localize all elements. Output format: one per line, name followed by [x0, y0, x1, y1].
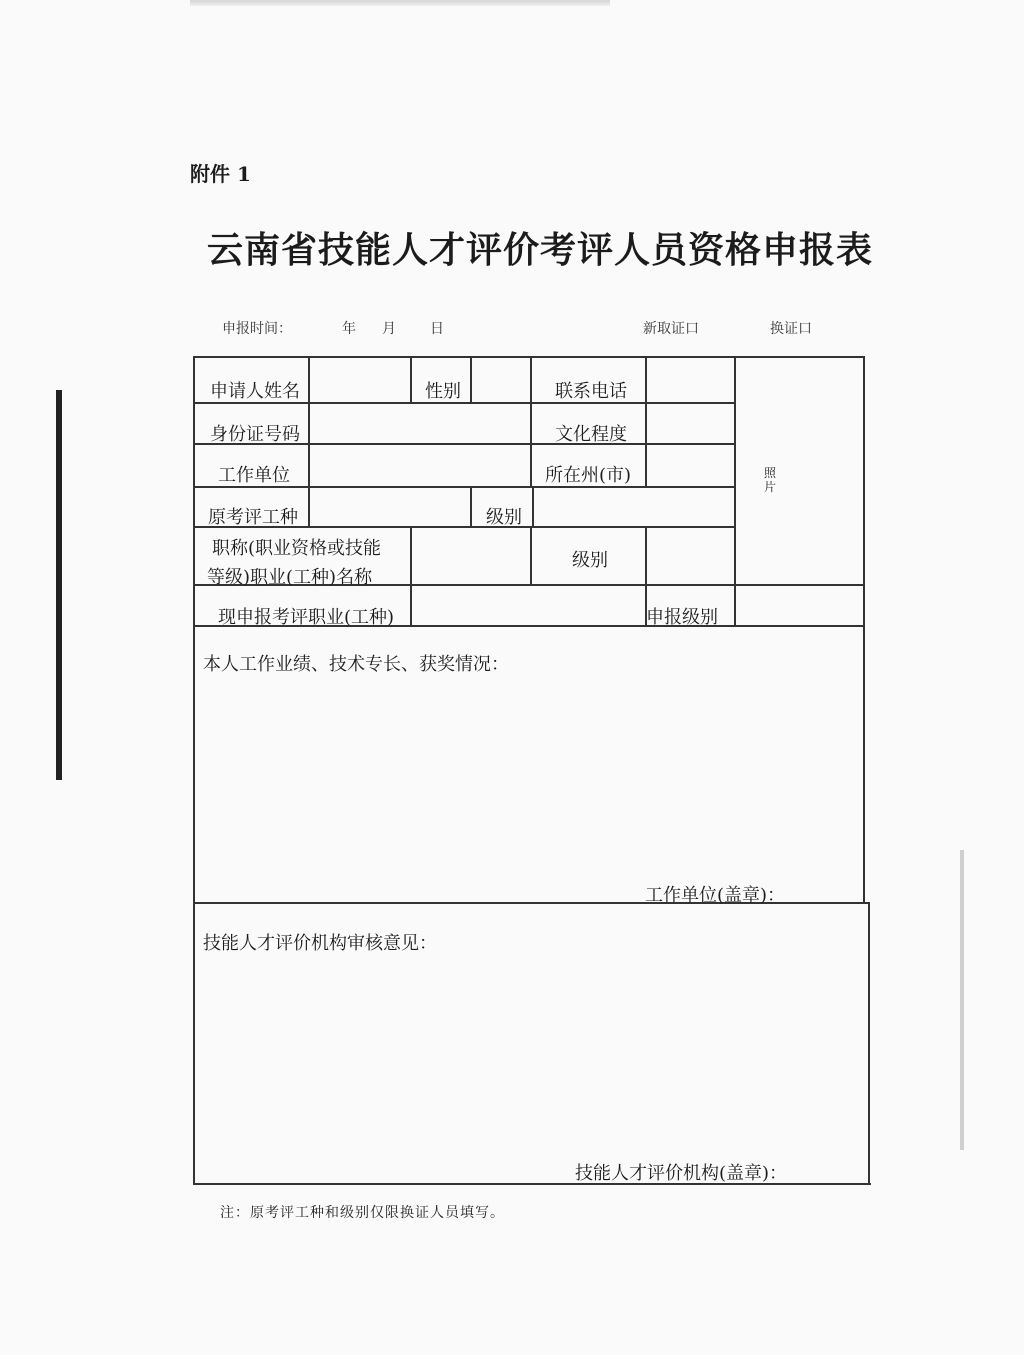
id-number-label: 身份证号码	[210, 424, 300, 445]
professional-title-label-line1: 职称(职业资格或技能	[212, 538, 382, 559]
current-job-label: 现申报考评职业(工种)	[218, 607, 395, 628]
table-line	[410, 356, 412, 402]
year-label: 年	[342, 321, 356, 337]
apply-level-label: 申报级别	[646, 607, 718, 628]
table-line	[470, 486, 472, 526]
report-time-label: 申报时间：	[222, 321, 292, 337]
scan-artifact-top	[190, 0, 610, 6]
table-line	[863, 356, 865, 904]
achievements-label: 本人工作业绩、技术专长、获奖情况：	[203, 654, 509, 675]
table-line	[530, 526, 532, 584]
agency-seal-label: 技能人才评价机构(盖章)：	[575, 1163, 788, 1184]
original-job-label: 原考评工种	[208, 507, 298, 528]
footer-note: 注：原考评工种和级别仅限换证人员填写。	[220, 1205, 505, 1221]
table-line	[530, 356, 532, 486]
scan-artifact-right-edge	[960, 850, 964, 1150]
work-unit-label: 工作单位	[218, 465, 290, 486]
attachment-label: 附件 1	[190, 162, 251, 186]
review-opinion-label: 技能人才评价机构审核意见：	[203, 933, 437, 954]
table-line	[868, 902, 870, 1185]
scan-artifact-left-edge	[56, 390, 62, 780]
prefecture-label: 所在州(市)	[545, 465, 632, 486]
table-line	[193, 356, 865, 358]
new-cert-label: 新取证口	[643, 321, 699, 337]
table-line	[532, 486, 534, 526]
gender-label: 性别	[425, 381, 461, 402]
table-line	[308, 356, 310, 526]
title-level-label: 级别	[572, 550, 608, 571]
original-level-label: 级别	[486, 507, 522, 528]
month-label: 月	[382, 321, 396, 337]
phone-label: 联系电话	[555, 381, 627, 402]
education-label: 文化程度	[555, 424, 627, 445]
work-unit-seal-label: 工作单位(盖章)：	[645, 885, 786, 906]
table-line	[734, 356, 736, 625]
photo-label: 照片	[763, 466, 776, 494]
professional-title-label-line2: 等级)职业(工种)名称	[207, 567, 373, 588]
renew-cert-label: 换证口	[770, 321, 812, 337]
applicant-name-label: 申请人姓名	[210, 381, 300, 402]
table-line	[410, 526, 412, 625]
table-line	[645, 356, 647, 486]
day-label: 日	[430, 321, 444, 337]
table-line	[470, 356, 472, 402]
table-line	[193, 356, 195, 1185]
form-title: 云南省技能人才评价考评人员资格申报表	[207, 229, 874, 271]
